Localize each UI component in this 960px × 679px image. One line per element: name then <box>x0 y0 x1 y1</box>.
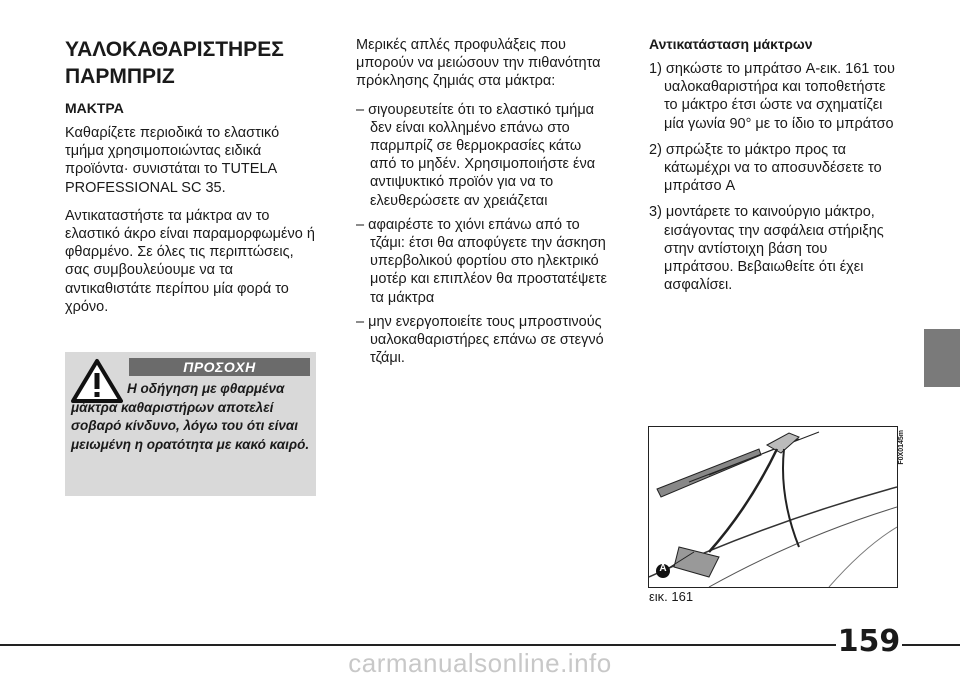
title-line-2: ΠΑΡΜΠΡΙΖ <box>65 65 175 88</box>
warning-text: Η οδήγηση με φθαρμένα μάκτρα καθαριστήρων αποτελεί σοβαρό κίνδυνο, λόγω του ότι είναι μειωμένη η ορατότητα με κακό καιρό. <box>71 381 310 452</box>
page-number: 159 <box>837 624 901 659</box>
footer-rule <box>0 644 960 646</box>
step-item: 1) σηκώστε το μπράτσο A-εικ. 161 του υαλοκαθαριστήρα και τοποθετήστε το μάκτρο έτσι ώστε να σχηματίζει μία γωνία 90° με το ίδιο το μπράτσο <box>649 61 895 132</box>
figure-code: F0X0145m <box>898 430 905 465</box>
paragraph-cleaning: Καθαρίζετε περιοδικά το ελαστικό τμήμα χρησιμοποιώντας ειδικά προϊόντα· συνιστάται το TUTELA PROFESSIONAL SC 35. <box>65 125 280 196</box>
chapter-tab <box>924 329 960 387</box>
watermark: carmanualsonline.info <box>348 648 612 678</box>
warning-heading: ΠΡΟΣΟΧΗ <box>129 358 310 376</box>
figure-caption: εικ. 161 <box>649 589 694 604</box>
list-item: – σιγουρευτείτε ότι το ελαστικό τμήμα δεν είναι κολλημένο επάνω στο παρμπρίζ σε θερμοκρασίες κάτω από το μηδέν. Χρησιμοποιήστε ένα αντιψυκτικό προϊόν για να το ελευθερώσετε αν χρειάζεται <box>356 101 596 209</box>
figure-label-a: A <box>659 563 667 574</box>
column-right <box>649 36 899 302</box>
figure-161 <box>648 426 898 588</box>
precautions-intro: Μερικές απλές προφυλάξεις που μπορούν να μειώσουν την πιθανότητα πρόκλησης ζημιάς στα μάκτρα: <box>356 37 601 90</box>
subheading-replacement: Αντικατάσταση μάκτρων <box>649 36 813 52</box>
list-item: – μην ενεργοποιείτε τους μπροστινούς υαλοκαθαριστήρες επάνω σε στεγνό τζάμι. <box>356 313 604 367</box>
wiper-illustration <box>649 427 897 587</box>
subheading-maktra: ΜΑΚΤΡΑ <box>65 100 124 116</box>
paragraph-replace: Αντικαταστήστε τα μάκτρα αν το ελαστικό άκρο είναι παραμορφωμένο ή φθαρμένο. Σε όλες τις περιπτώσεις, σας συμβουλεύουμε να τα αντικαθιστάτε περίπου μία φορά το χρόνο. <box>65 207 315 315</box>
step-item: 2) σπρώξτε το μάκτρο προς τα κάτωμέχρι να το αποσυνδέσετε το μπράτσο A <box>649 141 882 195</box>
list-item: – αφαιρέστε το χιόνι επάνω από το τζάμι: έτσι θα αποφύγετε την άσκηση υπερβολικού φορτίου στο ηλεκτρικό μοτέρ και επιπλέον θα προστατέψετε τα μάκτρα <box>356 216 607 306</box>
section-title <box>65 36 320 90</box>
step-item: 3) μοντάρετε το καινούργιο μάκτρο, εισάγοντας την ασφάλεια στήριξης στην αντίστοιχη βάση του μπράτσου. Βεβαιωθείτε ότι έχει ασφαλίσει. <box>649 204 884 294</box>
title-line-1: ΥΑΛΟΚΑΘΑΡΙΣΤΗΡΕΣ <box>65 38 284 61</box>
warning-box <box>65 352 316 496</box>
column-left <box>65 36 320 326</box>
column-middle <box>356 36 611 373</box>
